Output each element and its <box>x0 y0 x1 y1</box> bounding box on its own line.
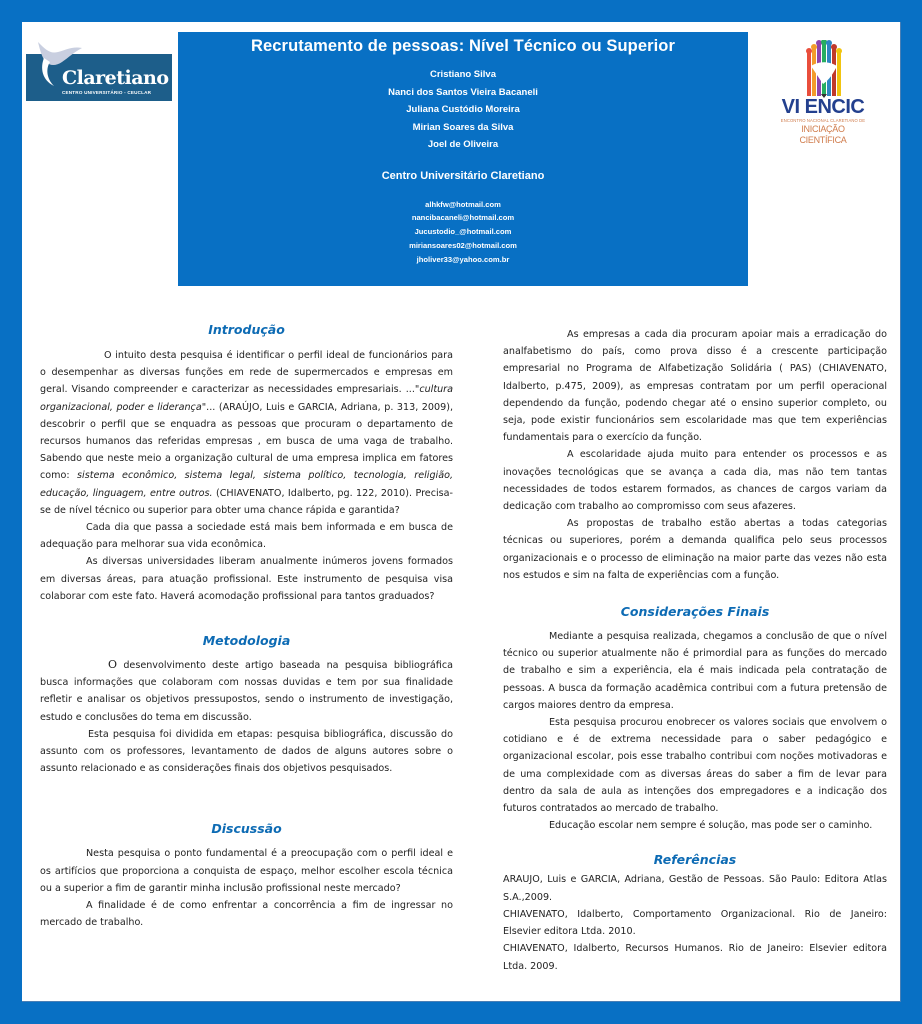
section-title-metodologia: Metodologia <box>202 633 291 649</box>
section-title-consideracoes: Considerações Finais <box>620 604 770 620</box>
author: Mirian Soares da Silva <box>412 121 514 133</box>
raised-hands-icon <box>793 40 853 98</box>
intro-paragraph-2: Cada dia que passa a sociedade está mais bem informada e em busca de adequação para melhorar sua vida econômica. <box>40 522 453 551</box>
section-title-referencias: Referências <box>653 852 737 868</box>
claretiano-logo <box>26 54 172 101</box>
event-subtitle-1: ENCONTRO NACIONAL CLARETIANO DE <box>780 118 866 123</box>
email: miriansoares02@hotmail.com <box>409 240 517 250</box>
email: jholiver33@yahoo.com.br <box>416 254 510 264</box>
email-list <box>178 198 748 267</box>
author: Juliana Custódio Moreira <box>406 104 520 115</box>
email: nancibacaneli@hotmail.com <box>411 213 515 223</box>
text: desenvolvimento deste artigo baseada na pesquisa bibliográfica busca informações que colaboram com nossas duvidas e tem por sua finalidade refletir e analisar os objetivos pressupostos, sendo o instrumento de investigação, estudo e conclusões do tema em discussão. <box>40 660 453 723</box>
discussao-paragraph-2: A finalidade é de como enfrentar a concorrência a fim de ingressar no mercado de trabalho. <box>40 900 453 929</box>
email: Jucustodio_@hotmail.com <box>414 227 512 237</box>
initial-letter: O <box>108 658 118 672</box>
text: ... (ARAÚJO, Luis e GARCIA, Adriana, p. 313, 2009), descobrir o perfil que se enquadra as pessoas que procuram o departamento de recursos humanos das referidas empresas , em busca de uma vaga de trabalho. Sabendo que neste meio a organização cultural de uma empresa implica em fatores como: <box>40 401 454 482</box>
reference-list <box>503 871 887 974</box>
reference-item: CHIAVENATO, Idalberto, Recursos Humanos. Rio de Janeiro: Elsevier editora Ltda. 2009. <box>503 943 887 972</box>
event-name: VI ENCIC <box>781 96 865 118</box>
consideracoes-paragraph-3: Educação escolar nem sempre é solução, mas pode ser o caminho. <box>549 820 873 832</box>
metodologia-paragraph-2: Esta pesquisa foi dividida em etapas: pesquisa bibliográfica, discussão do assunto com os professores, levantamento de dados de alguns autores sobre o assunto relacionado e as considerações finais dos objetivos pesquisados. <box>40 728 453 775</box>
consideracoes-paragraph-1: Mediante a pesquisa realizada, chegamos a conclusão de que o nível técnico ou superior atualmente não é primordial para as funções do mercado de trabalho e sim a experiência, ela é mais indicada pela contratação de pessoas. A busca da formação acadêmica contribui com a futura pretensão de cargos maiores dentro da empresa. <box>503 631 887 711</box>
left-column <box>40 322 453 931</box>
continuacao-paragraph-3: As propostas de trabalho estão abertas a todas categorias técnicas ou superiores, porém a demanda qualifica pelo seus processos organizacionais e o processo de eliminação na maior parte das vezes não esta nos estudos e sim na falta de experiências com a função. <box>503 518 887 581</box>
text: (CHIAVENATO, Idalberto, pg. 122, 2010). Precisa-se de nível técnico ou superior para obter uma chance rápida e garantida? <box>40 487 453 516</box>
intro-paragraph-1 <box>40 347 453 519</box>
poster-title: Recrutamento de pessoas: Nível Técnico ou Superior <box>250 37 676 55</box>
reference-item: ARAUJO, Luis e GARCIA, Adriana, Gestão de Pessoas. São Paulo: Editora Atlas S.A.,2009. <box>503 874 887 903</box>
author: Joel de Oliveira <box>427 139 499 150</box>
claretiano-brand: Claretiano <box>62 67 169 89</box>
list-italic: sistema econômico, sistema legal, sistema político, tecnologia, religião, educação, linguagem, entre outros. <box>40 470 453 499</box>
poster-header <box>178 32 748 286</box>
author-list <box>178 66 748 154</box>
intro-paragraph-3: As diversas universidades liberam anualmente inúmeros jovens formados em diversas áreas, para atuação profissional. Este instrumento de pesquisa visa colaborar com este fato. Haverá acomodação profissional para tantos graduados? <box>40 556 453 602</box>
quote: cultura organizacional, poder e liderança" <box>40 384 453 413</box>
author: Nanci dos Santos Vieira Bacaneli <box>388 86 538 98</box>
discussao-paragraph-1: Nesta pesquisa o ponto fundamental é a preocupação com o perfil ideal e os artifícios que proporciona a conquista de espaço, melhor escolher escola técnica ou a superior a fim de garantir minha inclusão profissional neste mercado? <box>40 848 453 894</box>
right-column <box>503 326 887 975</box>
email: alhkfw@hotmail.com <box>425 199 501 209</box>
section-title-discussao: Discussão <box>211 821 282 837</box>
encic-logo <box>777 40 869 150</box>
section-title-introducao: Introdução <box>208 322 285 337</box>
event-subtitle-2: INICIAÇÃO CIENTÍFICA <box>799 124 847 145</box>
continuacao-paragraph-1: As empresas a cada dia procuram apoiar mais a erradicação do analfabetismo do país, como prova disso é a crescente participação empresarial no Programa de Alfabetização Solidária ( PAS) (CHIAVENATO, Idalberto, p.475, 2009), as empresas contratam por um perfil operacional dependendo da função, podendo chegar até o ensino superior completo, ou seja, pode existir funcionários sem escolaridade mas que tem experiências fundamentais para o exercício da função. <box>503 329 887 444</box>
institution: Centro Universitário Claretiano <box>381 169 545 182</box>
continuacao-paragraph-2: A escolaridade ajuda muito para entender os processos e as inovações tecnológicas que se avança a cada dia, mas não tem tantas necessidades de todos estarem formados, as chances de cargos variam da dedicação com trabalho ao compromisso com seus afazeres. <box>503 449 887 513</box>
reference-item: CHIAVENATO, Idalberto, Comportamento Organizacional. Rio de Janeiro: Elsevier editora Ltda. 2010. <box>503 908 887 938</box>
poster-sheet <box>22 22 901 1002</box>
consideracoes-paragraph-2: Esta pesquisa procurou enobrecer os valores sociais que envolvem o cotidiano e é de extrema necessidade para o saber pedagógico e organizacional escolar, pois esse trabalho contribui com noções motivadoras e de uma complexidade com as diversas áreas do saber a fim de levar para dentro da sala de aula as intenções dos empregadores e a indicação dos futuros contratados ao mercado de trabalho. <box>503 717 887 815</box>
claretiano-subtitle: CENTRO UNIVERSITÁRIO - CEUCLAR <box>62 90 152 95</box>
metodologia-paragraph-1 <box>40 656 453 726</box>
text: O intuito desta pesquisa é identificar o perfil ideal de funcionários para o desempenhar as diversas funções em rede de supermercados e empresas em geral. Visando compreender e caracterizar as necessidades empresariais. ..." <box>40 350 453 396</box>
author: Cristiano Silva <box>430 69 496 80</box>
